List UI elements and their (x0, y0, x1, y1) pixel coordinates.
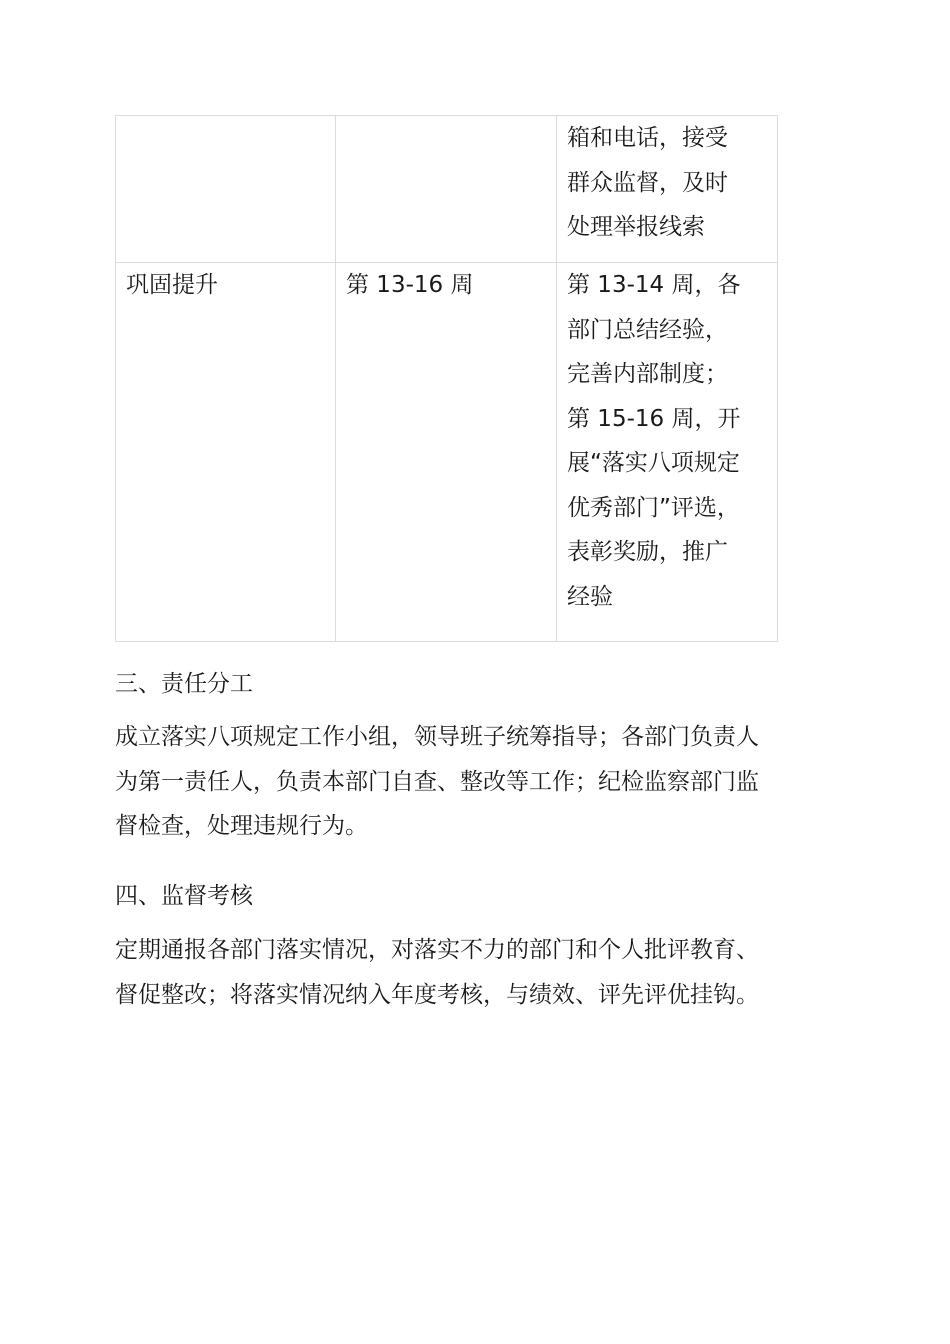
body-line: 为第一责任人，负责本部门自查、整改等工作；纪检监察部门监 (115, 768, 759, 795)
content-line: 第 15-16 周，开 (567, 405, 741, 432)
table-row (116, 116, 778, 263)
section-body-responsibility (115, 715, 835, 849)
content-line: 部门总结经验， (567, 316, 728, 343)
period-cell: 第 13-16 周 (336, 263, 557, 642)
schedule-table (115, 115, 778, 642)
body-line: 定期通报各部门落实情况，对落实不力的部门和个人批评教育、 (115, 937, 759, 963)
section-heading-supervision: 四、监督考核 (115, 883, 253, 909)
content-line: 表彰奖励，推广 (567, 539, 728, 565)
content-line: 处理举报线索 (567, 214, 705, 240)
period-cell (336, 116, 557, 263)
content-line: 经验 (567, 583, 613, 610)
section-heading-responsibility: 三、责任分工 (115, 671, 253, 697)
content-line: 优秀部门”评选， (567, 494, 740, 521)
phase-cell: 巩固提升 (116, 263, 336, 642)
content-line: 群众监督，及时 (567, 169, 728, 196)
content-line: 箱和电话，接受 (567, 125, 728, 151)
phase-cell (116, 116, 336, 263)
body-line: 成立落实八项规定工作小组，领导班子统筹指导；各部门负责人 (115, 724, 759, 750)
content-line: 展“落实八项规定 (567, 450, 740, 476)
body-line: 督检查，处理违规行为。 (115, 813, 368, 839)
content-cell (557, 263, 778, 642)
content-cell (557, 116, 778, 263)
content-line: 第 13-14 周，各 (567, 272, 741, 298)
body-line: 督促整改；将落实情况纳入年度考核，与绩效、评先评优挂钩。 (115, 981, 759, 1008)
content-line: 完善内部制度； (567, 361, 728, 387)
section-body-supervision (115, 928, 835, 1017)
table-row (116, 263, 778, 642)
